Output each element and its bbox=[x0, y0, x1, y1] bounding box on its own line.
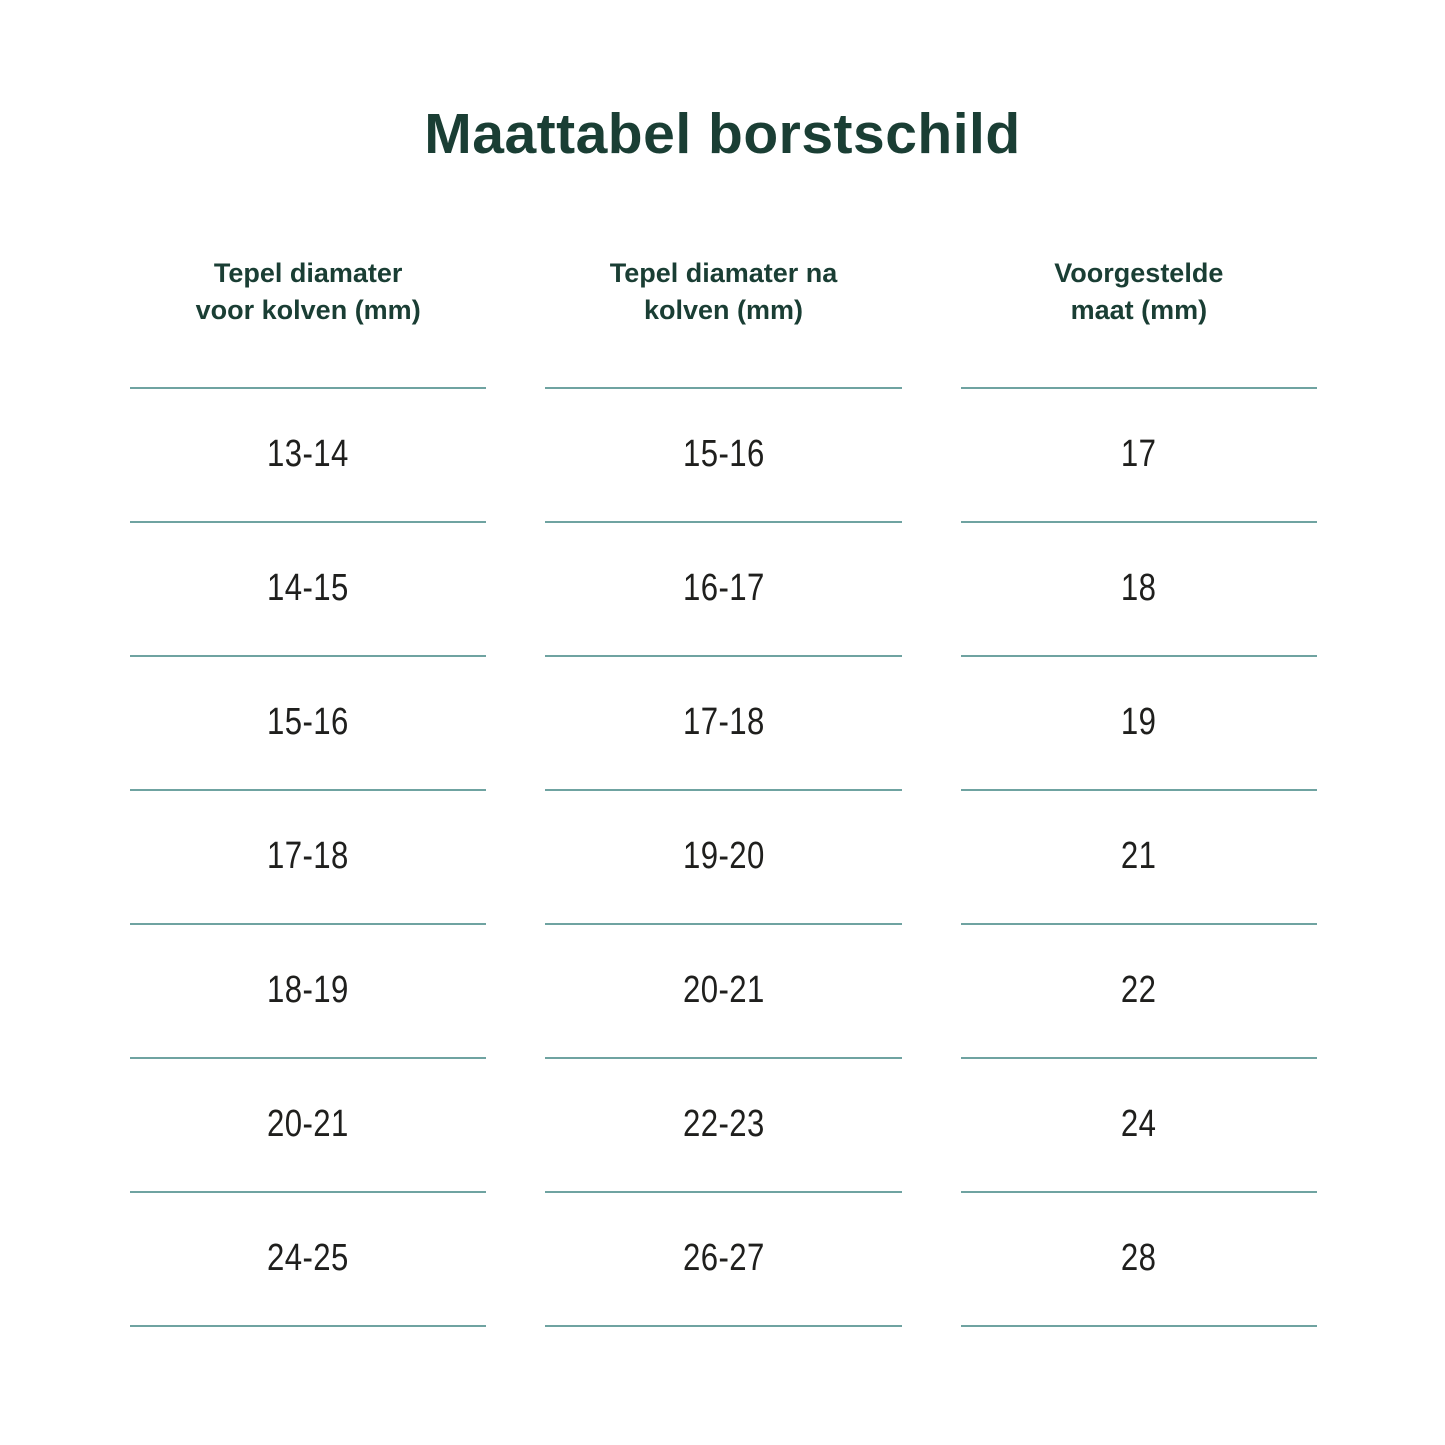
table-cell bbox=[130, 1191, 486, 1325]
size-table bbox=[130, 255, 1317, 1327]
cell-value: 20-21 bbox=[682, 969, 765, 1012]
header-line: maat (mm) bbox=[1070, 294, 1208, 325]
table-cell bbox=[545, 923, 901, 1057]
table-cell bbox=[545, 521, 901, 655]
cell-value: 17-18 bbox=[267, 835, 350, 878]
cell-value: 19 bbox=[1121, 701, 1157, 744]
cell-value: 15-16 bbox=[682, 433, 765, 476]
table-cell bbox=[545, 387, 901, 521]
column-header bbox=[961, 255, 1317, 387]
table-cell bbox=[961, 789, 1317, 923]
cell-value: 15-16 bbox=[267, 701, 350, 744]
table-cell bbox=[961, 923, 1317, 1057]
cell-value: 18-19 bbox=[267, 969, 350, 1012]
cell-value: 13-14 bbox=[267, 433, 350, 476]
table-cell bbox=[130, 655, 486, 789]
table-cell bbox=[545, 1191, 901, 1325]
cell-value: 21 bbox=[1121, 835, 1157, 878]
table-column-before-pumping bbox=[130, 255, 486, 1327]
header-line: Voorgestelde bbox=[1054, 257, 1224, 288]
cell-value: 22 bbox=[1121, 969, 1157, 1012]
table-cell bbox=[130, 1057, 486, 1191]
page-title: Maattabel borstschild bbox=[424, 102, 1021, 166]
cell-value: 20-21 bbox=[267, 1103, 350, 1146]
table-cell bbox=[130, 923, 486, 1057]
header-line: Tepel diamater bbox=[213, 257, 403, 288]
column-bottom-divider bbox=[961, 1325, 1317, 1327]
table-cell bbox=[961, 655, 1317, 789]
column-header bbox=[545, 255, 901, 387]
cell-value: 28 bbox=[1121, 1237, 1157, 1280]
table-cell bbox=[545, 1057, 901, 1191]
cell-value: 24-25 bbox=[267, 1237, 350, 1280]
column-bottom-divider bbox=[545, 1325, 901, 1327]
header-line: voor kolven (mm) bbox=[195, 294, 421, 325]
header-line: Tepel diamater na bbox=[609, 257, 838, 288]
table-cell bbox=[545, 655, 901, 789]
cell-value: 18 bbox=[1121, 567, 1157, 610]
cell-value: 19-20 bbox=[682, 835, 765, 878]
cell-value: 22-23 bbox=[682, 1103, 765, 1146]
cell-value: 16-17 bbox=[682, 567, 765, 610]
column-bottom-divider bbox=[130, 1325, 486, 1327]
table-cell bbox=[961, 1191, 1317, 1325]
cell-value: 17-18 bbox=[682, 701, 765, 744]
cell-value: 14-15 bbox=[267, 567, 350, 610]
column-header bbox=[130, 255, 486, 387]
table-cell bbox=[130, 789, 486, 923]
table-column-after-pumping bbox=[545, 255, 901, 1327]
header-line: kolven (mm) bbox=[643, 294, 804, 325]
cell-value: 24 bbox=[1121, 1103, 1157, 1146]
table-cell bbox=[130, 521, 486, 655]
table-cell bbox=[961, 1057, 1317, 1191]
cell-value: 26-27 bbox=[682, 1237, 765, 1280]
table-cell bbox=[545, 789, 901, 923]
cell-value: 17 bbox=[1121, 433, 1157, 476]
table-cell bbox=[961, 521, 1317, 655]
table-column-suggested-size bbox=[961, 255, 1317, 1327]
table-cell bbox=[961, 387, 1317, 521]
table-cell bbox=[130, 387, 486, 521]
